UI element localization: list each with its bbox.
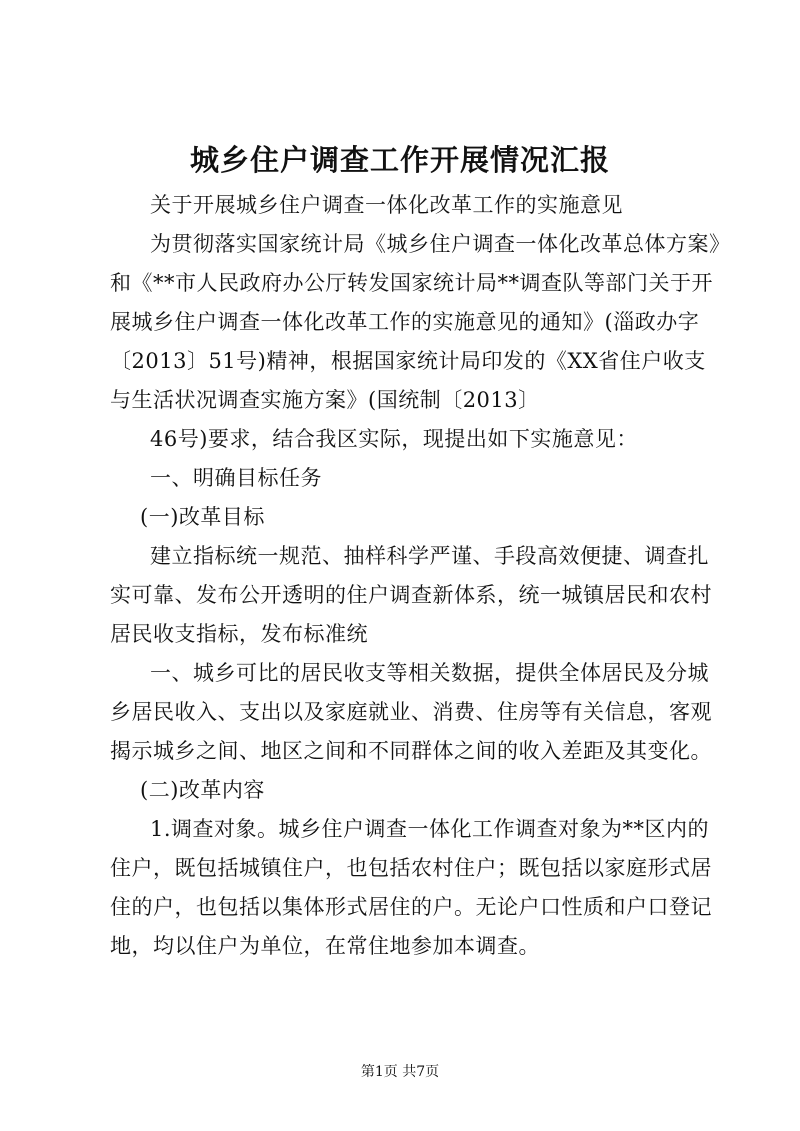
subsection-heading: (一)改革目标 [140, 505, 265, 529]
paragraph-line: 揭示城乡之间、地区之间和不同群体之间的收入差距及其变化。 [110, 739, 712, 763]
paragraph-line: 〔2013〕51号)精神，根据国家统计局印发的《XX省住户收支 [110, 349, 706, 373]
paragraph-line: 为贯彻落实国家统计局《城乡住户调查一体化改革总体方案》 [150, 232, 731, 256]
paragraph-line: 住户，既包括城镇住户，也包括农村住户；既包括以家庭形式居 [110, 856, 712, 880]
page-footer: 第1页 共7页 [360, 1064, 440, 1080]
subtitle-line: 关于开展城乡住户调查一体化改革工作的实施意见 [150, 193, 623, 217]
subsection-heading: (二)改革内容 [140, 778, 265, 802]
paragraph-line: 住的户，也包括以集体形式居住的户。无论户口性质和户口登记 [110, 895, 712, 919]
paragraph-line: 展城乡住户调查一体化改革工作的实施意见的通知》(淄政办字 [110, 310, 700, 334]
paragraph-line: 46号)要求，结合我区实际，现提出如下实施意见： [150, 427, 638, 451]
section-heading: 一、明确目标任务 [150, 466, 322, 490]
document-title: 城乡住户调查工作开展情况汇报 [189, 143, 610, 177]
paragraph-line: 地，均以住户为单位，在常住地参加本调查。 [110, 934, 540, 958]
paragraph-line: 1.调查对象。城乡住户调查一体化工作调查对象为**区内的 [150, 817, 710, 841]
paragraph-line: 建立指标统一规范、抽样科学严谨、手段高效便捷、调查扎 [150, 544, 709, 568]
paragraph-line: 实可靠、发布公开透明的住户调查新体系，统一城镇居民和农村 [110, 583, 712, 607]
paragraph-line: 居民收支指标，发布标准统 [110, 622, 368, 646]
paragraph-line: 和《**市人民政府办公厅转发国家统计局**调查队等部门关于开 [110, 271, 713, 295]
paragraph-line: 一、城乡可比的居民收支等相关数据，提供全体居民及分城 [150, 661, 709, 685]
document-body [110, 186, 731, 966]
paragraph-line: 乡居民收入、支出以及家庭就业、消费、住房等有关信息，客观 [110, 700, 712, 724]
paragraph-line: 与生活状况调查实施方案》(国统制〔2013〕 [110, 388, 540, 412]
